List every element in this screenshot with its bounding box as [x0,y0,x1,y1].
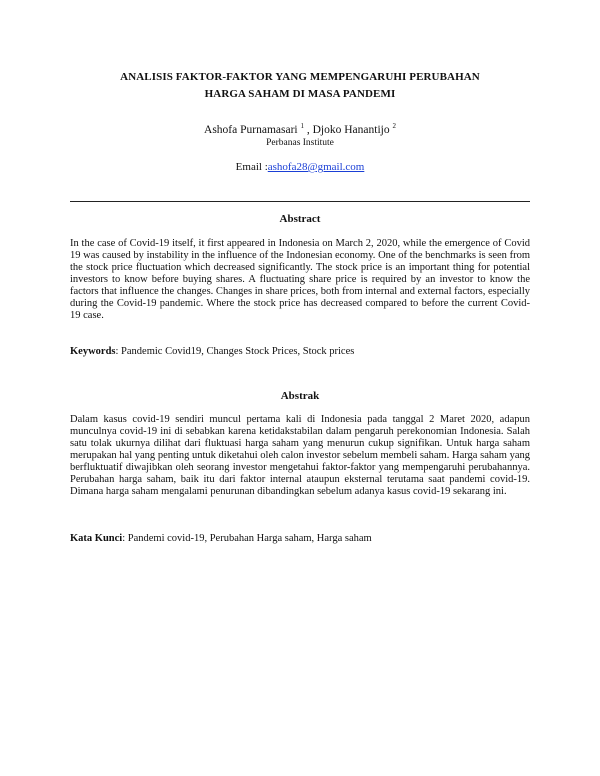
keywords-value: : Pandemic Covid19, Changes Stock Prices, Stock prices [115,346,355,357]
keywords-line [70,345,530,358]
email-link[interactable]: ashofa28@gmail.com [267,161,365,173]
title-line-2: HARGA SAHAM DI MASA PANDEMI [204,88,396,100]
author-separator: , [303,124,313,136]
email-label: Email : [235,161,268,173]
author-2-mark: 2 [392,122,396,130]
author-2: Djoko Hanantijo [312,124,390,136]
abstrak-text: Dalam kasus covid-19 sendiri muncul pertama kali di Indonesia pada tanggal 2 Maret 2020, adapun munculnya covid-19 ini di sebabkan karena ketidakstabilan dalam pengaruh perekonomian Indonesia. Salah satu tolak ukurnya dilihat dari fluktuasi harga saham yang menurun cukup signifikan. Untuk harga saham merupakan hal yang penting untuk diketahui oleh calon investor sebelum membeli saham. Harga saham yang berfluktuatif diwajibkan oleh seorang investor mengetahui faktor-faktor yang mempengaruhi perubahannya. Perubahan harga saham, baik itu dari faktor internal ataupun eksternal terutama saat pandemi covid-19. Dimana harga saham mengalami penurunan dibandingkan sebelum adanya kasus covid-19 sekarang ini. [70,414,530,497]
author-1-mark: 1 [300,122,304,130]
header-divider [70,201,530,202]
keywords-label: Keywords [70,346,116,357]
author-1: Ashofa Purnamasari [204,124,298,136]
abstrak-heading: Abstrak [280,390,320,402]
kata-kunci-label: Kata Kunci [70,533,123,544]
abstract-text: In the case of Covid-19 itself, it first appeared in Indonesia on March 2, 2020, while the emergence of Covid 19 was caused by instability in the influence of the Indonesian economy. One of the benchmarks is seen from the stock price fluctuation which decreased significantly. The stock price is an important thing for potential investors to know before buying shares. A fluctuating share price is required by an investor to know the factors that influence the changes. Changes in share prices, both from internal and external factors, especially during the Covid-19 pandemic. Where the stock price has decreased compared to before the current Covid-19 case. [70,238,530,321]
kata-kunci-line [70,532,530,545]
affiliation: Perbanas Institute [266,138,334,148]
kata-kunci-value: : Pandemi covid-19, Perubahan Harga saham, Harga saham [122,533,372,544]
title-line-1: ANALISIS FAKTOR-FAKTOR YANG MEMPENGARUHI PERUBAHAN [120,71,480,83]
paper-title [60,69,540,103]
email-line [60,160,540,175]
abstract-heading: Abstract [279,213,321,225]
